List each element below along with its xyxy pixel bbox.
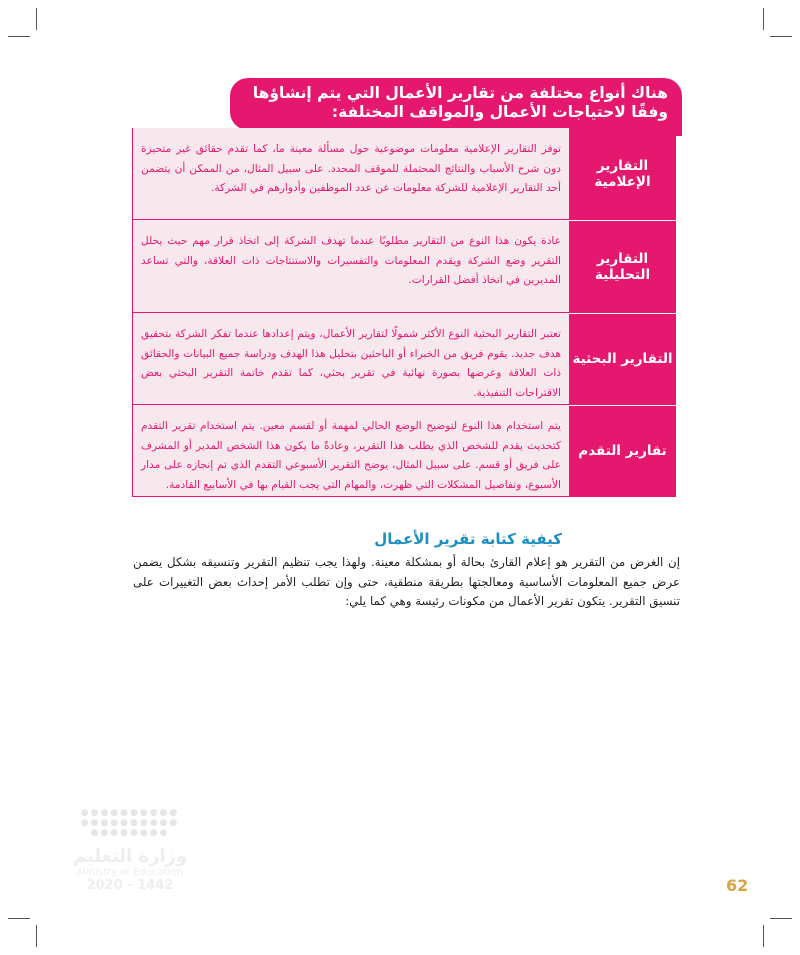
crop-mark [763, 925, 764, 947]
ministry-name-en: Ministry of Education [77, 867, 183, 878]
ministry-watermark [40, 808, 220, 918]
report-type-name: التقارير البحثية [569, 313, 676, 404]
crop-mark [770, 36, 792, 37]
table-row [133, 312, 676, 404]
table-row [133, 128, 676, 219]
report-type-description: يتم استخدام هذا النوع لتوضيح الوضع الحالي لمهمة أو لقسم معين. يتم استخدام تقرير التقدم كتحديث يقدم للشخص الذي يطلب هذا التقرير، وعادةً ما يكون هذا الشخص المدير أو المشرف على فريق أو قسم. على سبيل المثال، يوضح التقرير الأسبوعي التقدم الذي تم إنجازه على مدار الأسبوع، وتفاصيل المشكلات التي ظهرت، والمهام التي يجب القيام بها في الأسابيع القادمة. [133, 405, 569, 496]
table-row [133, 404, 676, 496]
crop-mark [8, 36, 30, 37]
section-title: كيفية كتابة تقرير الأعمال [374, 530, 562, 548]
report-type-description: توفر التقارير الإعلامية معلومات موضوعية حول مسألة معينة ما، كما تقدم حقائق غير متحيزة دون شرح الأسباب والنتائج المحتملة للموقف المحدد. على سبيل المثال، من الممكن أن يتضمن أحد التقارير الإعلامية للشركة معلومات عن عدد الموظفين وأدوارهم في الشركة. [133, 128, 569, 219]
crop-mark [36, 925, 37, 947]
page-number: 62 [726, 876, 749, 895]
crop-mark [8, 918, 30, 919]
intro-banner-text: هناك أنواع مختلفة من تقارير الأعمال التي يتم إنشاؤها وفقًا لاحتياجات الأعمال والمواقف المختلفة: [252, 84, 668, 121]
report-types-table [132, 128, 676, 497]
crop-mark [36, 8, 37, 30]
report-type-description: عادة يكون هذا النوع من التقارير مطلوبًا عندما تهدف الشركة إلى اتخاذ قرار مهم حيث يحلل التقرير وضع الشركة ويقدم المعلومات والتفسيرات والاستنتاجات ذات العلاقة، والتي تساعد المديرين في اتخاذ أفضل القرارات. [133, 220, 569, 312]
report-type-name: التقارير الإعلامية [569, 128, 676, 219]
table-row [133, 219, 676, 312]
section-paragraph: إن الغرض من التقرير هو إعلام القارئ بحالة أو بمشكلة معينة. ولهذا يجب تنظيم التقرير وتنسيقه بشكل يضمن عرض جميع المعلومات الأساسية ومعالجتها بطريقة منطقية، حتى وإن تطلب الأمر إحداث بعض التغييرات على تنسيق التقرير. يتكون تقرير الأعمال من مكونات رئيسة وهي كما يلي: [133, 555, 680, 608]
ministry-year: 2020 - 1442 [86, 878, 174, 893]
report-type-name: التقارير التحليلية [569, 220, 676, 312]
crop-mark [770, 918, 792, 919]
ministry-logo-dots: ●●●●●●●●●● ●●●●●●●●●● ●●●●●●●● [80, 808, 180, 838]
report-type-name: تقارير التقدم [569, 405, 676, 496]
report-type-description: تعتبر التقارير البحثية النوع الأكثر شمولًا لتقارير الأعمال، ويتم إعدادها عندما تفكر الشركة بتحقيق هدف جديد. يقوم فريق من الخبراء أو الباحثين بتحليل هذا الهدف ودراسة جميع البيانات والحقائق ذات العلاقة وعرضها بصورة نهائية في تقرير بحثي، كما تقدم خاتمة التقرير البحثي بعض الاقتراحات التنفيذية. [133, 313, 569, 404]
intro-banner [230, 78, 682, 130]
crop-mark [763, 8, 764, 30]
ministry-name-ar: وزارة التعليم [72, 846, 188, 867]
